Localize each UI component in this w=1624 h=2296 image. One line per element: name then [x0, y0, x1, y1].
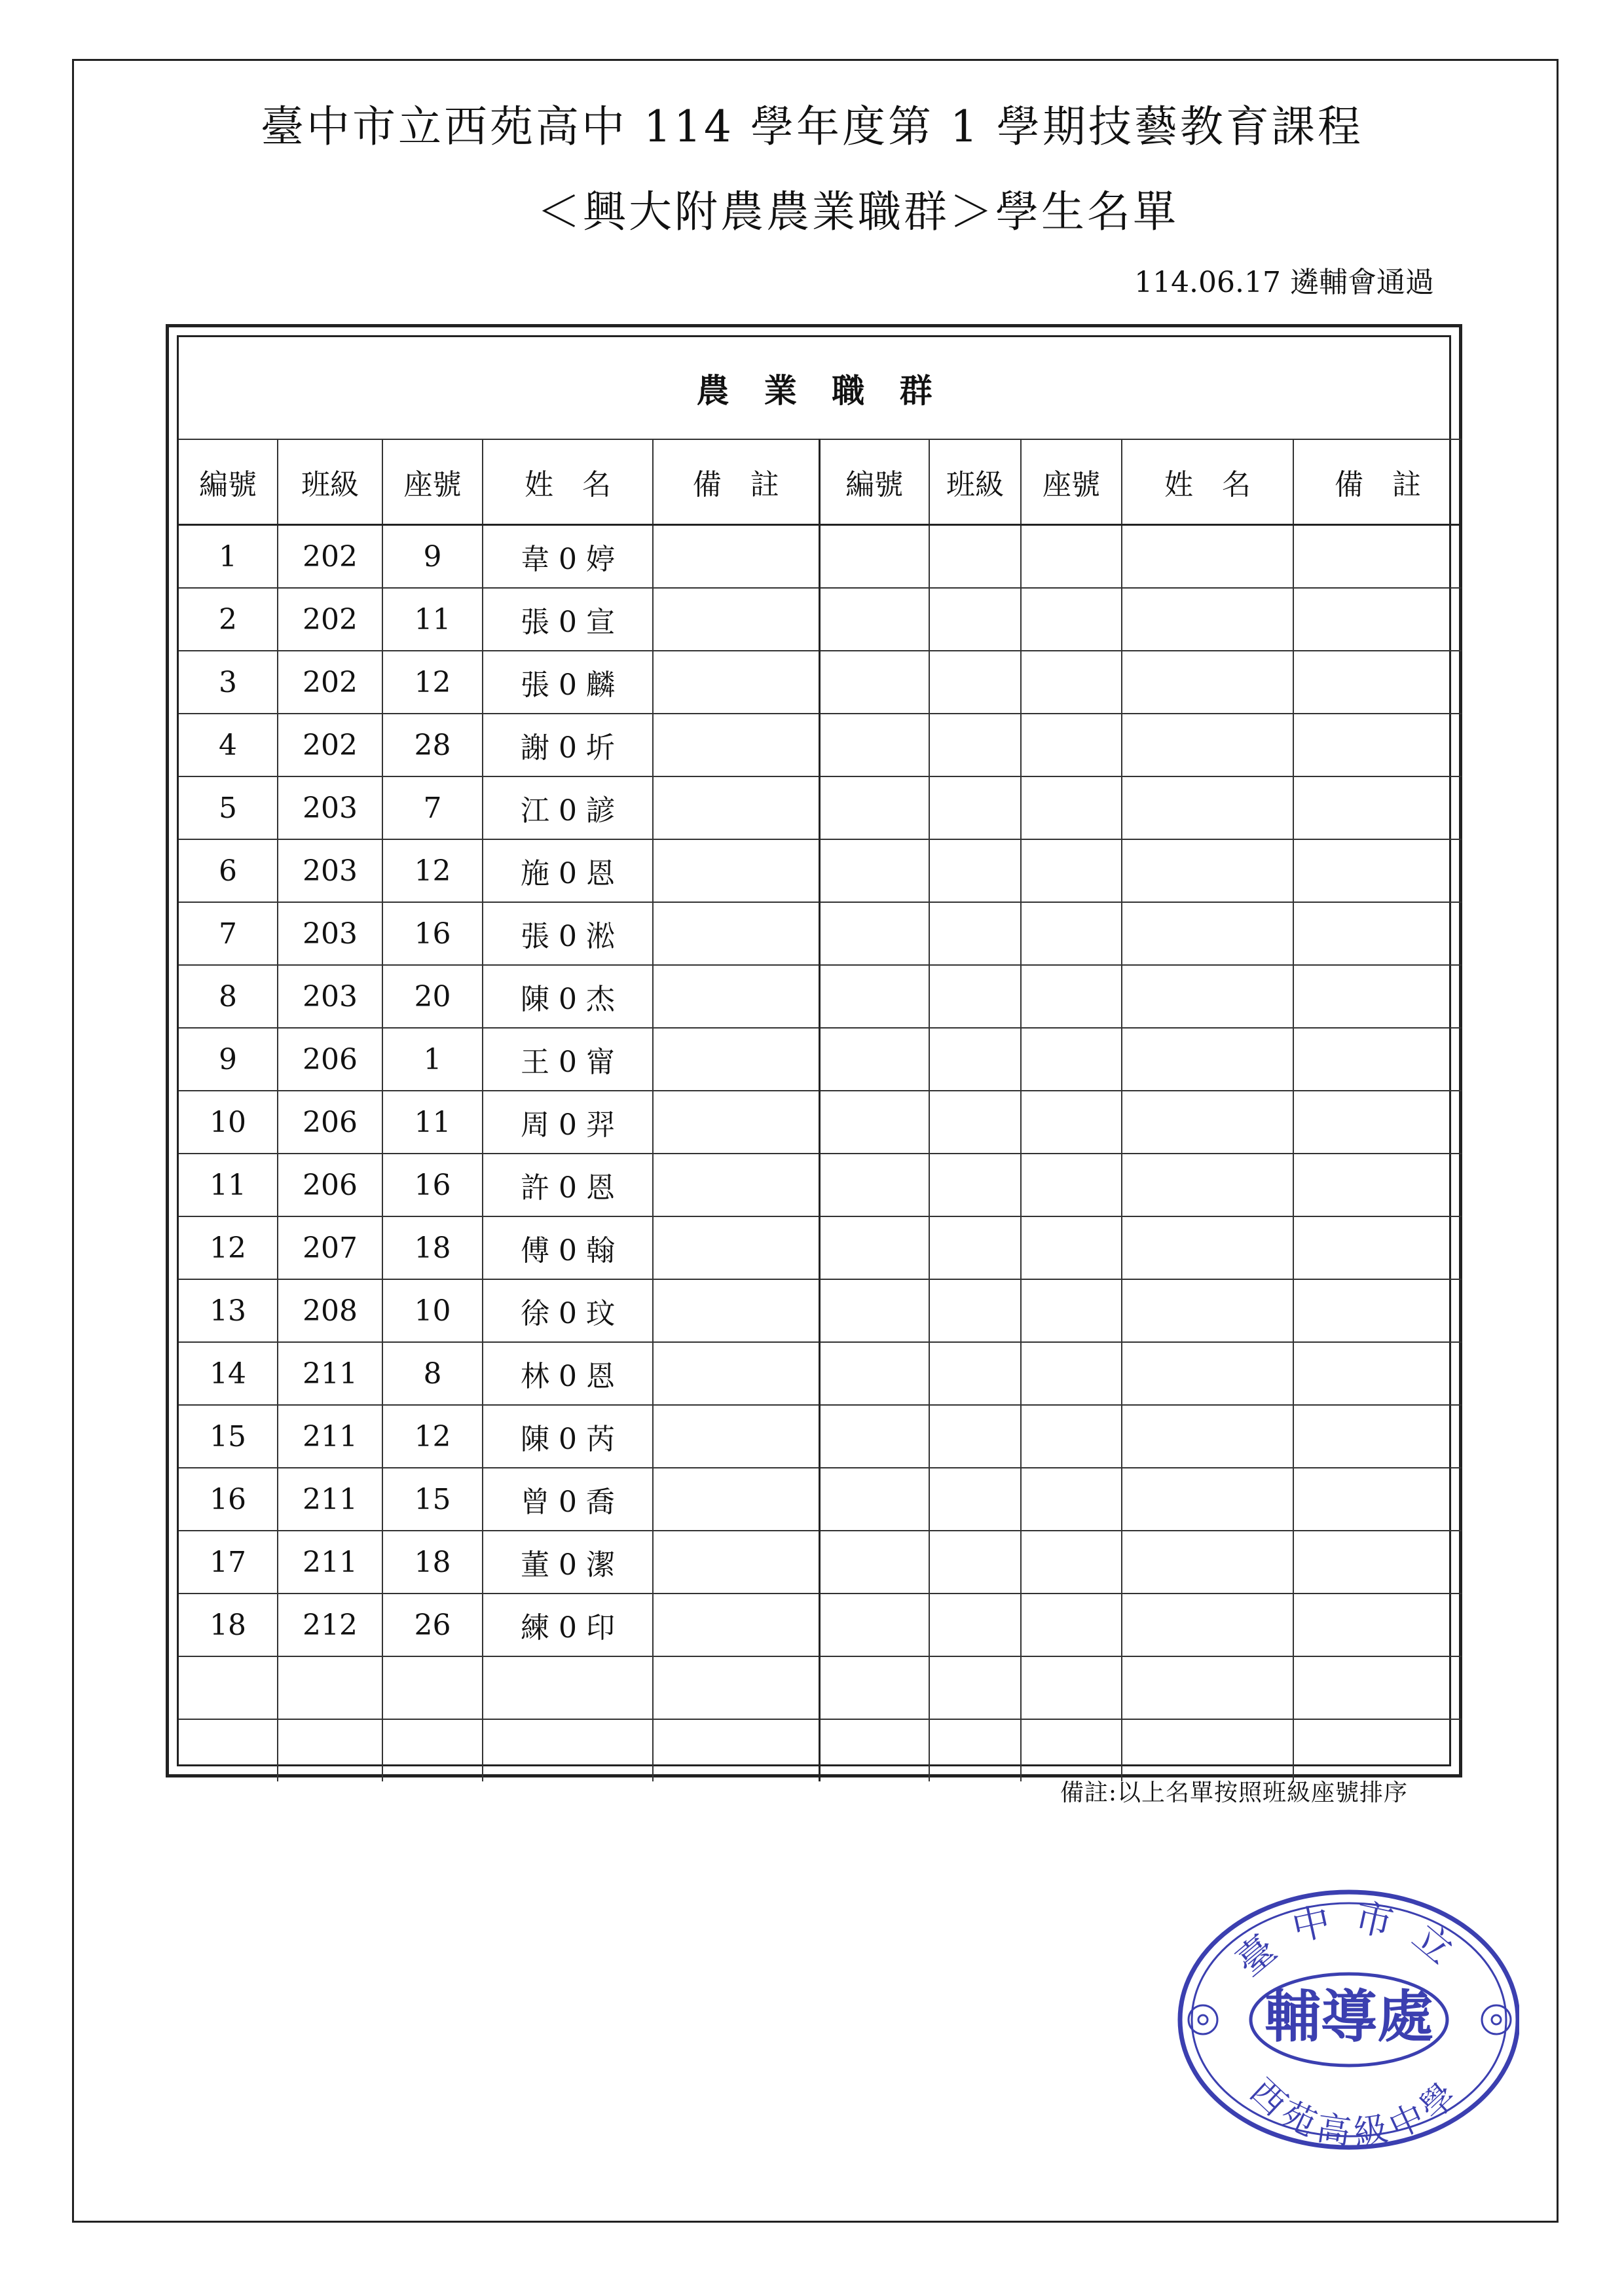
row-class: 202 [278, 588, 382, 651]
empty-cell [1293, 1028, 1462, 1091]
table-row [179, 1342, 1462, 1405]
empty-cell [929, 1656, 1021, 1719]
row-class: 208 [278, 1279, 382, 1342]
empty-cell [1122, 902, 1293, 965]
row-seat: 16 [382, 1154, 483, 1216]
empty-cell [819, 1216, 929, 1279]
empty-cell [1293, 1594, 1462, 1656]
table-row [179, 1719, 1462, 1781]
empty-cell [819, 1342, 929, 1405]
table-row [179, 902, 1462, 965]
table-row [179, 1656, 1462, 1719]
empty-cell [1122, 1656, 1293, 1719]
column-header: 編號 [179, 439, 278, 525]
column-header: 編號 [819, 439, 929, 525]
row-remarks [653, 965, 819, 1028]
row-number: 7 [179, 902, 278, 965]
row-number: 3 [179, 651, 278, 714]
row-remarks [653, 776, 819, 839]
row-seat: 11 [382, 588, 483, 651]
row-name: 韋 0 婷 [483, 525, 653, 589]
empty-cell [1021, 588, 1122, 651]
empty-cell [819, 1719, 929, 1781]
empty-cell [929, 965, 1021, 1028]
empty-cell [1122, 588, 1293, 651]
empty-cell [1021, 1531, 1122, 1594]
row-remarks [653, 1154, 819, 1216]
table-row [179, 1594, 1462, 1656]
row-name: 張 0 宣 [483, 588, 653, 651]
empty-cell [819, 1154, 929, 1216]
row-number: 1 [179, 525, 278, 589]
row-remarks [653, 1342, 819, 1405]
row-seat: 28 [382, 714, 483, 776]
empty-cell [1021, 1405, 1122, 1468]
empty-cell [1293, 1091, 1462, 1154]
row-remarks [653, 1028, 819, 1091]
table-row [179, 1216, 1462, 1279]
row-seat: 20 [382, 965, 483, 1028]
row-name: 王 0 甯 [483, 1028, 653, 1091]
row-class: 202 [278, 714, 382, 776]
empty-cell [1021, 965, 1122, 1028]
empty-cell [1122, 1342, 1293, 1405]
empty-cell [278, 1719, 382, 1781]
row-remarks [653, 588, 819, 651]
column-header: 姓 名 [1122, 439, 1293, 525]
column-header: 姓 名 [483, 439, 653, 525]
row-number: 2 [179, 588, 278, 651]
empty-cell [1293, 525, 1462, 589]
empty-cell [1021, 776, 1122, 839]
empty-cell [929, 1216, 1021, 1279]
row-remarks [653, 839, 819, 902]
empty-cell [1293, 1154, 1462, 1216]
row-seat: 12 [382, 651, 483, 714]
row-name: 張 0 麟 [483, 651, 653, 714]
empty-cell [819, 839, 929, 902]
empty-cell [1293, 714, 1462, 776]
empty-cell [819, 714, 929, 776]
empty-cell [1293, 776, 1462, 839]
empty-cell [1021, 839, 1122, 902]
empty-cell [1122, 1154, 1293, 1216]
empty-cell [1122, 1405, 1293, 1468]
row-class: 212 [278, 1594, 382, 1656]
svg-text:西苑高級中學 [1242, 2071, 1469, 2151]
table-row [179, 651, 1462, 714]
row-number: 18 [179, 1594, 278, 1656]
stamp-bottom-text: 西苑高級中學 [1242, 2071, 1469, 2151]
stamp-center-text: 輔導處 [1264, 1984, 1433, 2050]
empty-cell [1293, 1216, 1462, 1279]
column-header: 座號 [1021, 439, 1122, 525]
empty-cell [819, 1028, 929, 1091]
empty-cell [483, 1656, 653, 1719]
row-name: 曾 0 喬 [483, 1468, 653, 1531]
row-number: 12 [179, 1216, 278, 1279]
empty-cell [179, 1719, 278, 1781]
table-row [179, 1028, 1462, 1091]
empty-cell [819, 1468, 929, 1531]
row-class: 211 [278, 1342, 382, 1405]
empty-cell [819, 776, 929, 839]
empty-cell [929, 1279, 1021, 1342]
empty-cell [1122, 965, 1293, 1028]
empty-cell [819, 1405, 929, 1468]
row-name: 林 0 恩 [483, 1342, 653, 1405]
row-remarks [653, 1468, 819, 1531]
row-class: 203 [278, 776, 382, 839]
empty-cell [1293, 1342, 1462, 1405]
empty-cell [653, 1719, 819, 1781]
row-number: 16 [179, 1468, 278, 1531]
empty-cell [483, 1719, 653, 1781]
empty-cell [929, 714, 1021, 776]
empty-cell [1122, 776, 1293, 839]
empty-cell [819, 1279, 929, 1342]
empty-cell [819, 525, 929, 589]
table-row [179, 525, 1462, 589]
table-row [179, 714, 1462, 776]
empty-cell [929, 1468, 1021, 1531]
empty-cell [1021, 1594, 1122, 1656]
row-seat: 10 [382, 1279, 483, 1342]
row-name: 董 0 潔 [483, 1531, 653, 1594]
empty-cell [382, 1719, 483, 1781]
empty-cell [1293, 965, 1462, 1028]
empty-cell [929, 1028, 1021, 1091]
row-seat: 7 [382, 776, 483, 839]
footnote: 備註:以上名單按照班級座號排序 [1060, 1779, 1408, 1806]
row-remarks [653, 651, 819, 714]
column-header: 備 註 [653, 439, 819, 525]
row-remarks [653, 1279, 819, 1342]
empty-cell [1021, 1656, 1122, 1719]
row-name: 江 0 諺 [483, 776, 653, 839]
row-class: 207 [278, 1216, 382, 1279]
row-number: 15 [179, 1405, 278, 1468]
table-row [179, 776, 1462, 839]
empty-cell [1293, 588, 1462, 651]
empty-cell [1293, 839, 1462, 902]
empty-cell [1293, 651, 1462, 714]
approval-date: 114.06.17 遴輔會通過 [1134, 266, 1434, 299]
empty-cell [1122, 1594, 1293, 1656]
table-row [179, 1091, 1462, 1154]
row-class: 206 [278, 1091, 382, 1154]
empty-cell [1021, 1468, 1122, 1531]
row-class: 211 [278, 1468, 382, 1531]
table-row [179, 1531, 1462, 1594]
empty-cell [1021, 1279, 1122, 1342]
row-number: 13 [179, 1279, 278, 1342]
empty-cell [929, 1154, 1021, 1216]
row-seat: 18 [382, 1531, 483, 1594]
row-seat: 18 [382, 1216, 483, 1279]
empty-cell [1021, 1028, 1122, 1091]
empty-cell [1021, 1719, 1122, 1781]
row-remarks [653, 525, 819, 589]
row-name: 徐 0 玟 [483, 1279, 653, 1342]
column-header: 備 註 [1293, 439, 1462, 525]
empty-cell [929, 1594, 1021, 1656]
empty-cell [1021, 902, 1122, 965]
plum-blossom-icon [1189, 2005, 1217, 2034]
row-class: 211 [278, 1405, 382, 1468]
empty-cell [819, 902, 929, 965]
column-header: 班級 [278, 439, 382, 525]
row-remarks [653, 1216, 819, 1279]
row-name: 謝 0 圻 [483, 714, 653, 776]
stamp-top-text: 臺中市立 [1227, 1894, 1477, 1986]
empty-cell [929, 1531, 1021, 1594]
empty-cell [1021, 525, 1122, 589]
table-row [179, 1154, 1462, 1216]
table-row [179, 839, 1462, 902]
table-row [179, 965, 1462, 1028]
empty-cell [1122, 1531, 1293, 1594]
empty-cell [929, 1342, 1021, 1405]
row-name: 陳 0 杰 [483, 965, 653, 1028]
row-class: 203 [278, 839, 382, 902]
empty-cell [1293, 1468, 1462, 1531]
row-seat: 9 [382, 525, 483, 589]
empty-cell [1021, 1154, 1122, 1216]
row-seat: 15 [382, 1468, 483, 1531]
empty-cell [1293, 1656, 1462, 1719]
row-remarks [653, 714, 819, 776]
row-class: 202 [278, 651, 382, 714]
table-row [179, 1468, 1462, 1531]
row-seat: 8 [382, 1342, 483, 1405]
empty-cell [929, 651, 1021, 714]
row-class: 203 [278, 902, 382, 965]
empty-cell [819, 651, 929, 714]
row-number: 5 [179, 776, 278, 839]
empty-cell [929, 588, 1021, 651]
empty-cell [819, 588, 929, 651]
empty-cell [1122, 1468, 1293, 1531]
empty-cell [819, 1091, 929, 1154]
empty-cell [1293, 902, 1462, 965]
row-name: 周 0 羿 [483, 1091, 653, 1154]
empty-cell [1293, 1719, 1462, 1781]
row-name: 許 0 恩 [483, 1154, 653, 1216]
empty-cell [1021, 1342, 1122, 1405]
row-number: 6 [179, 839, 278, 902]
row-remarks [653, 902, 819, 965]
empty-cell [819, 1531, 929, 1594]
empty-cell [929, 776, 1021, 839]
column-header: 班級 [929, 439, 1021, 525]
row-remarks [653, 1531, 819, 1594]
row-number: 10 [179, 1091, 278, 1154]
row-number: 17 [179, 1531, 278, 1594]
row-name: 張 0 淞 [483, 902, 653, 965]
empty-cell [1021, 1216, 1122, 1279]
row-seat: 1 [382, 1028, 483, 1091]
empty-cell [1122, 1719, 1293, 1781]
empty-cell [819, 1656, 929, 1719]
row-seat: 16 [382, 902, 483, 965]
official-seal [1175, 1889, 1519, 2151]
empty-cell [179, 1656, 278, 1719]
empty-cell [1021, 714, 1122, 776]
row-number: 4 [179, 714, 278, 776]
table-row [179, 1279, 1462, 1342]
empty-cell [1021, 651, 1122, 714]
empty-cell [929, 1405, 1021, 1468]
empty-cell [929, 1091, 1021, 1154]
row-name: 傅 0 翰 [483, 1216, 653, 1279]
empty-cell [1293, 1531, 1462, 1594]
empty-cell [1122, 1279, 1293, 1342]
student-list-table [166, 324, 1462, 1777]
row-remarks [653, 1594, 819, 1656]
row-seat: 26 [382, 1594, 483, 1656]
empty-cell [278, 1656, 382, 1719]
empty-cell [929, 1719, 1021, 1781]
row-class: 211 [278, 1531, 382, 1594]
row-class: 206 [278, 1028, 382, 1091]
row-name: 練 0 印 [483, 1594, 653, 1656]
document-title: 臺中市立西苑高中 114 學年度第 1 學期技藝教育課程 [261, 101, 1363, 152]
empty-cell [1293, 1405, 1462, 1468]
row-number: 9 [179, 1028, 278, 1091]
row-class: 203 [278, 965, 382, 1028]
document-subtitle: ＜興大附農農業職群＞學生名單 [537, 187, 1179, 237]
row-number: 14 [179, 1342, 278, 1405]
row-class: 206 [278, 1154, 382, 1216]
row-seat: 12 [382, 839, 483, 902]
table-row [179, 1405, 1462, 1468]
row-remarks [653, 1405, 819, 1468]
group-title: 農 業 職 群 [179, 337, 1462, 439]
empty-cell [1293, 1279, 1462, 1342]
table-body [179, 525, 1462, 1782]
empty-cell [929, 839, 1021, 902]
row-name: 施 0 恩 [483, 839, 653, 902]
empty-cell [382, 1656, 483, 1719]
empty-cell [1122, 1091, 1293, 1154]
row-number: 11 [179, 1154, 278, 1216]
empty-cell [1122, 839, 1293, 902]
empty-cell [1122, 714, 1293, 776]
empty-cell [1122, 525, 1293, 589]
table-header-row [179, 439, 1462, 525]
row-seat: 11 [382, 1091, 483, 1154]
column-header: 座號 [382, 439, 483, 525]
empty-cell [653, 1656, 819, 1719]
row-number: 8 [179, 965, 278, 1028]
table-row [179, 588, 1462, 651]
row-class: 202 [278, 525, 382, 589]
empty-cell [819, 965, 929, 1028]
empty-cell [1122, 1216, 1293, 1279]
row-remarks [653, 1091, 819, 1154]
empty-cell [1122, 1028, 1293, 1091]
empty-cell [1021, 1091, 1122, 1154]
empty-cell [929, 525, 1021, 589]
empty-cell [819, 1594, 929, 1656]
empty-cell [929, 902, 1021, 965]
empty-cell [1122, 651, 1293, 714]
row-name: 陳 0 芮 [483, 1405, 653, 1468]
row-seat: 12 [382, 1405, 483, 1468]
